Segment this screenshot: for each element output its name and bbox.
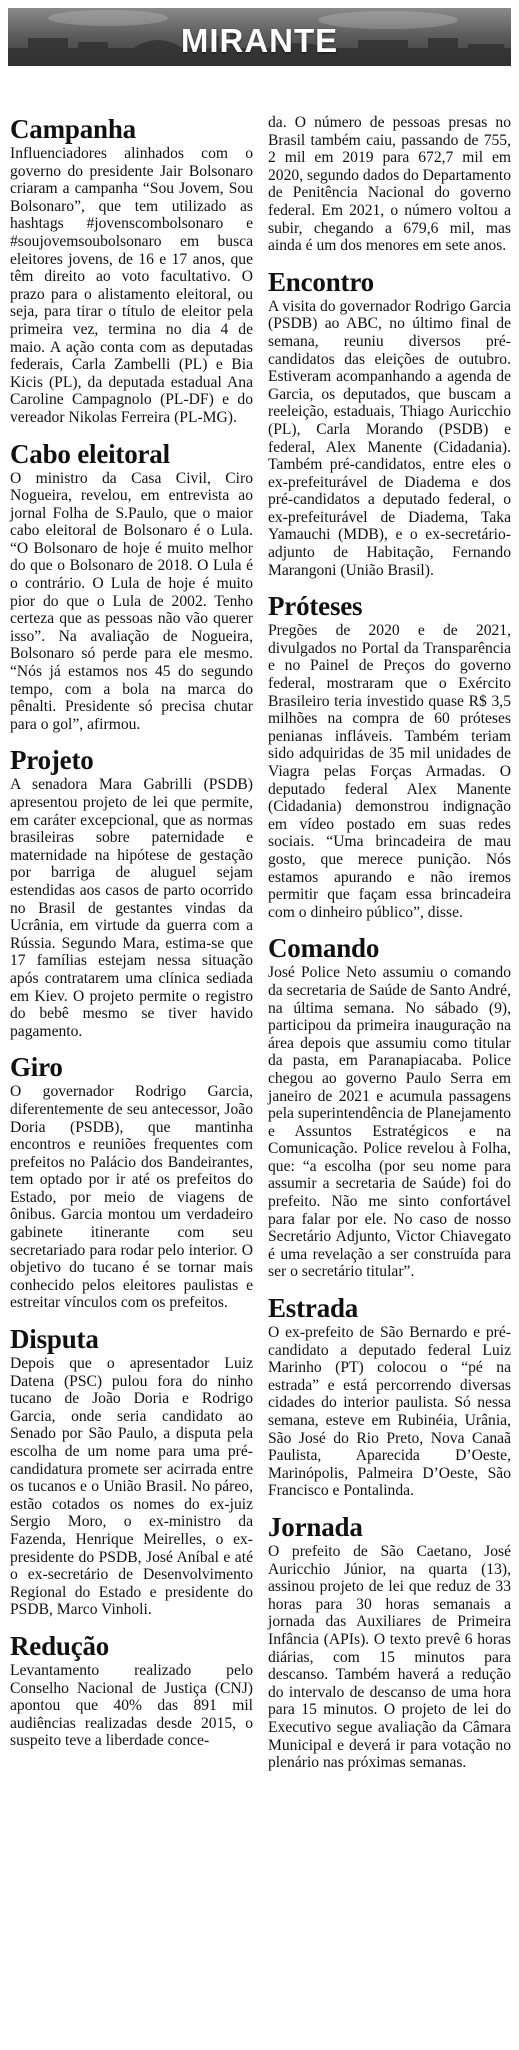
column-header-banner — [8, 8, 511, 66]
article-headline: Giro — [10, 1052, 63, 1083]
article-disputa — [10, 1326, 253, 1619]
article-projeto — [10, 747, 253, 1040]
article-body: A visita do governador Rodrigo Garcia (PSDB) ao ABC, no último final de semana, reuniu diversos pré-candidatos das eleições de outubro. Estiveram acompanhando a agenda de Garcia, os deputados, que buscam a reeleição, estaduais, Thiago Auricchio (PL), Carla Morando (PSDB) e federal, Alex Manente (Cidadania). Também pré-candidatos, entre eles o ex-prefeiturável de Diadema e dos pré-candidatos a deputado federal, o ex-prefeiturável de Diadema, Taka Yamauchi (MDB), e o ex-secretário-adjunto de Habitação, Fernando Marangoni (União Brasil). — [268, 297, 511, 579]
right-column — [268, 114, 511, 1786]
article-body: José Police Neto assumiu o comando da secretaria de Saúde de Santo André, na última semana. No sábado (9), participou da primeira inauguração na área depois que assumiu como titular da pasta, em Paranapiacaba. Police chegou ao governo Paulo Serra em janeiro de 2021 e acumula passagens pela superintendência de Planejamento e Assuntos Estratégicos e na Comunicação. Police revelou à Folha, que: “a escolha (por seu nome para assumir a secretaria de Saúde) foi do prefeito. Não me sinto confortável para falar por ele. No caso de nosso Secretário Adjunto, Victor Chiavegato é uma revelação a ser construída para ser o secretário titular”. — [268, 964, 511, 1281]
article-body: Levantamento realizado pelo Conselho Nacional de Justiça (CNJ) apontou que 40% das 891 mil audiências realizadas desde 2015, o suspeito teve a liberdade conce- — [10, 1661, 253, 1750]
article-headline: Comando — [268, 933, 380, 964]
article-body: da. O número de pessoas presas no Brasil também caiu, passando de 755, 2 mil em 2019 para 672,7 mil em 2020, segundo dados do Departamento de Penitência Nacional do governo federal. Em 2021, o número voltou a subir, chegando a 679,6 mil, mas ainda é um dos menores em sete anos. — [268, 114, 511, 255]
article-headline: Redução — [10, 1630, 110, 1661]
article-body: O ministro da Casa Civil, Ciro Nogueira, revelou, em entrevista ao jornal Folha de S.Paulo, que o maior cabo eleitoral de Bolsonaro é o Lula. “O Bolsonaro de hoje é muito melhor do que o Bolsonaro de 2018. O Lula é o contrário. O Lula de hoje é muito pior do que o Lula de 2002. Tenho certeza que as pessoas não vão querer isso”. Na avaliação de Nogueira, Bolsonaro só perde para ele mesmo. “Nós já estamos nos 45 do segundo tempo, com a bola na marca do pênalti. Presidente só precisa chutar para o gol”, afirmou. — [10, 469, 253, 733]
article-proteses — [268, 593, 511, 921]
article-headline: Cabo eleitoral — [10, 438, 170, 469]
article-headline: Estrada — [268, 1293, 359, 1324]
article-cabo-eleitoral — [10, 438, 253, 734]
article-body: O ex-prefeito de São Bernardo e pré-candidato a deputado federal Luiz Marinho (PT) colocou o “pé na estrada” e está percorrendo diversas cidades do interior paulista. Só nessa semana, esteve em Rubinéia, Urânia, São José do Rio Preto, Nova Canaã Paulista, Aparecida D’Oeste, Marinópolis, Palmeira D’Oeste, São Francisco e Pontalinda. — [268, 1324, 511, 1500]
article-headline: Jornada — [268, 1511, 363, 1542]
article-body: Pregões de 2020 e de 2021, divulgados no Portal da Transparência e no Painel de Preços do governo federal, mostraram que o Exército Brasileiro teria investido quase R$ 3,5 milhões na compra de 60 próteses penianas infláveis. Também teriam sido adquiridas de 35 mil unidades de Viagra pelas Forças Armadas. O deputado federal Alex Manente (Cidadania) demonstrou indignação em vídeo postado em suas redes sociais. “Uma brincadeira de mau gosto, que merece punição. Nós estamos apurando e não iremos permitir que façam essa brincadeira com o dinheiro público”, disse. — [268, 622, 511, 921]
article-body: O prefeito de São Caetano, José Auricchio Júnior, na quarta (13), assinou projeto de lei que reduz de 33 horas para 30 horas semanais a jornada das Auxiliares de Primeira Infância (APIs). O texto prevê 6 horas diárias, com 15 minutos para descanso. Também haverá a redução do intervalo de descanso de uma hora para 15 minutos. O projeto de lei do Executivo segue avaliação da Câmara Municipal e deverá ir para votação no plenário nas próximas semanas. — [268, 1542, 511, 1772]
article-giro — [10, 1054, 253, 1312]
article-encontro — [268, 266, 511, 580]
article-headline: Próteses — [268, 591, 363, 622]
article-body: A senadora Mara Gabrilli (PSDB) apresentou projeto de lei que permite, em caráter excepcional, que as normas brasileiras sobre paternidade e maternidade na hipótese de gestação por barriga de aluguel sejam estendidas aos casos de parto ocorrido no Brasil de gestantes vindas da Ucrânia, em virtude da guerra com a Rússia. Segundo Mara, estima-se que 17 famílias estejam nessa situação após contratarem uma clínica sediada em Kiev. O projeto permite o registro do bebê mesmo se tiver havido pagamento. — [10, 776, 253, 1040]
article-headline: Disputa — [10, 1324, 99, 1355]
article-reducao — [10, 1630, 253, 1750]
article-reducao-continued — [268, 114, 511, 255]
article-headline: Encontro — [268, 266, 374, 297]
article-jornada — [268, 1511, 511, 1772]
article-body: Influenciadores alinhados com o governo do presidente Jair Bolsonaro criaram a campanha “Sou Jovem, Sou Bolsonaro”, que tem utilizado as hashtags #jovenscombolsonaro e #soujovemsoubolsonaro em busca eleitores jovens, de 16 e 17 anos, que têm direito ao voto facultativo. O prazo para o alistamento eleitoral, ou seja, para tirar o título de eleitor pela primeira vez, termina no dia 4 de maio. A ação conta com as deputadas federais, Carla Zambelli (PL) e Bia Kicis (PL), da deputada estadual Ana Caroline Campagnolo (PL-DF) e do vereador Nikolas Ferreira (PL-MG). — [10, 145, 253, 426]
article-headline: Campanha — [10, 114, 136, 144]
article-body: Depois que o apresentador Luiz Datena (PSC) pulou fora do ninho tucano de João Doria e Rodrigo Garcia, onde seria candidato ao Senado por São Paulo, a disputa pela escolha de um nome para uma pré-candidatura promete ser acirrada entre os tucanos e o União Brasil. No páreo, estão cotados os nomes do ex-juiz Sergio Moro, o ex-ministro da Fazenda, Henrique Meirelles, o ex-presidente do PSDB, José Aníbal e até o ex-secretário de Desenvolvimento Regional do Estado e presidente do PSDB, Marco Vinholi. — [10, 1355, 253, 1619]
article-estrada — [268, 1295, 511, 1500]
left-column — [10, 116, 253, 1764]
section-title: MIRANTE — [180, 22, 339, 59]
article-headline: Projeto — [10, 745, 94, 776]
article-campanha — [10, 116, 253, 427]
article-body: O governador Rodrigo Garcia, diferentemente de seu antecessor, João Doria (PSDB), que mantinha encontros e reuniões frequentes com prefeitos no Palácio dos Bandeirantes, tem optado por ir até os prefeitos do Estado, por meio de viagens de ônibus. Garcia montou um verdadeiro gabinete itinerante com seu secretariado para rodar pelo interior. O objetivo do tucano é se tornar mais conhecido pelos eleitores paulistas e estreitar vínculos com os prefeitos. — [10, 1083, 253, 1312]
article-comando — [268, 935, 511, 1281]
